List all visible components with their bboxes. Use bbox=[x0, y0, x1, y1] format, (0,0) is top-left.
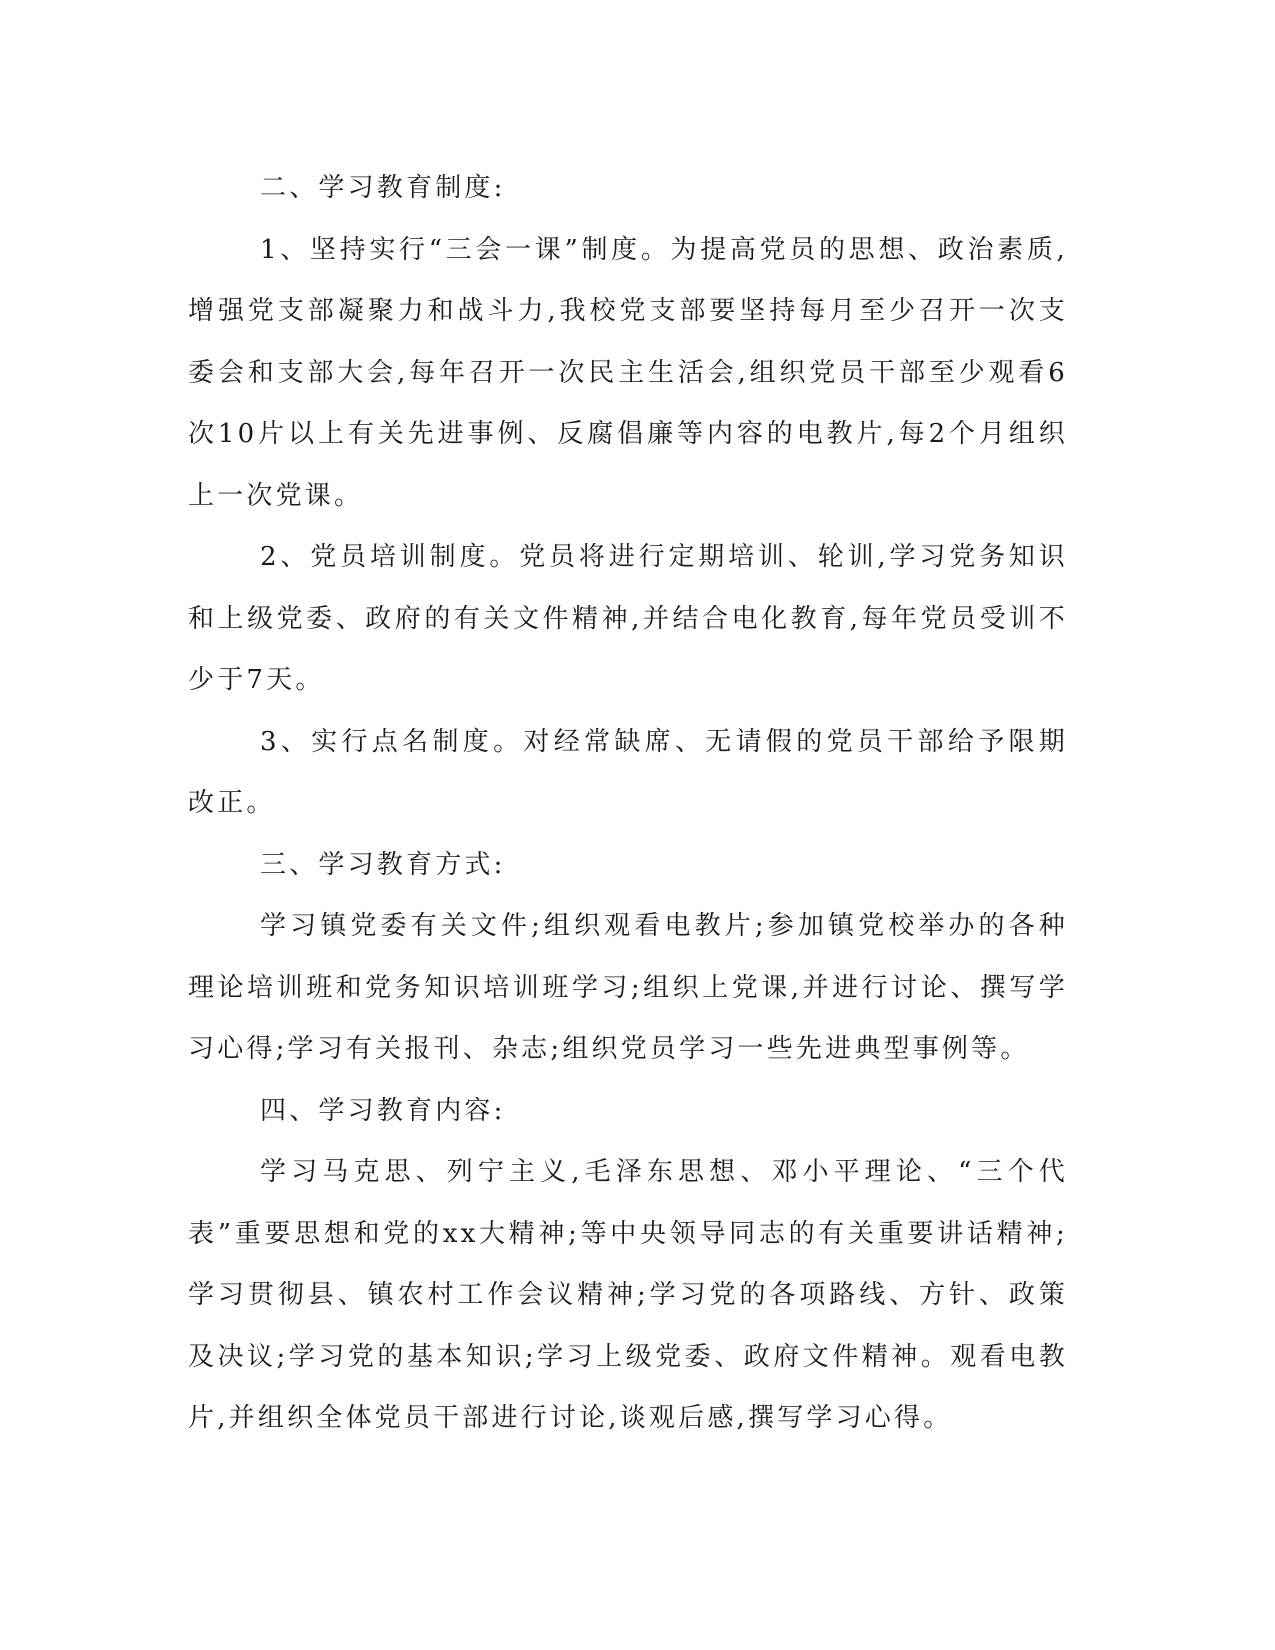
section-4-body: 学习马克思、列宁主义,毛泽东思想、邓小平理论、“三个代表”重要思想和党的xx大精神;等中央领导同志的有关重要讲话精神;学习贯彻县、镇农村工作会议精神;学习党的各项路线、方针、政策及决议;学习党的基本知识;学习上级党委、政府文件精神。观看电教片,并组织全体党员干部进行讨论,谈观后感,撰写学习心得。 bbox=[188, 1157, 1068, 1433]
section-2-item-3: 3、实行点名制度。对经常缺席、无请假的党员干部给予限期改正。 bbox=[188, 726, 1068, 818]
section-3-heading: 三、学习教育方式: bbox=[260, 849, 506, 880]
section-2-item-1: 1、坚持实行“三会一课”制度。为提高党员的思想、政治素质,增强党支部凝聚力和战斗力,我校党支部要坚持每月至少召开一次支委会和支部大会,每年召开一次民主生活会,组织党员干部至少观看6次10片以上有关先进事例、反腐倡廉等内容的电教片,每2个月组织上一次党课。 bbox=[188, 234, 1068, 511]
section-2-item-2: 2、党员培训制度。党员将进行定期培训、轮训,学习党务知识和上级党委、政府的有关文件精神,并结合电化教育,每年党员受训不少于7天。 bbox=[188, 542, 1068, 695]
document-body bbox=[188, 158, 1068, 1450]
section-2-heading: 二、学习教育制度: bbox=[260, 173, 506, 203]
section-4-heading: 四、学习教育内容: bbox=[260, 1095, 506, 1126]
section-3-body: 学习镇党委有关文件;组织观看电教片;参加镇党校举办的各种理论培训班和党务知识培训班学习;组织上党课,并进行讨论、撰写学习心得;学习有关报刊、杂志;组织党员学习一些先进典型事例等。 bbox=[188, 911, 1068, 1064]
